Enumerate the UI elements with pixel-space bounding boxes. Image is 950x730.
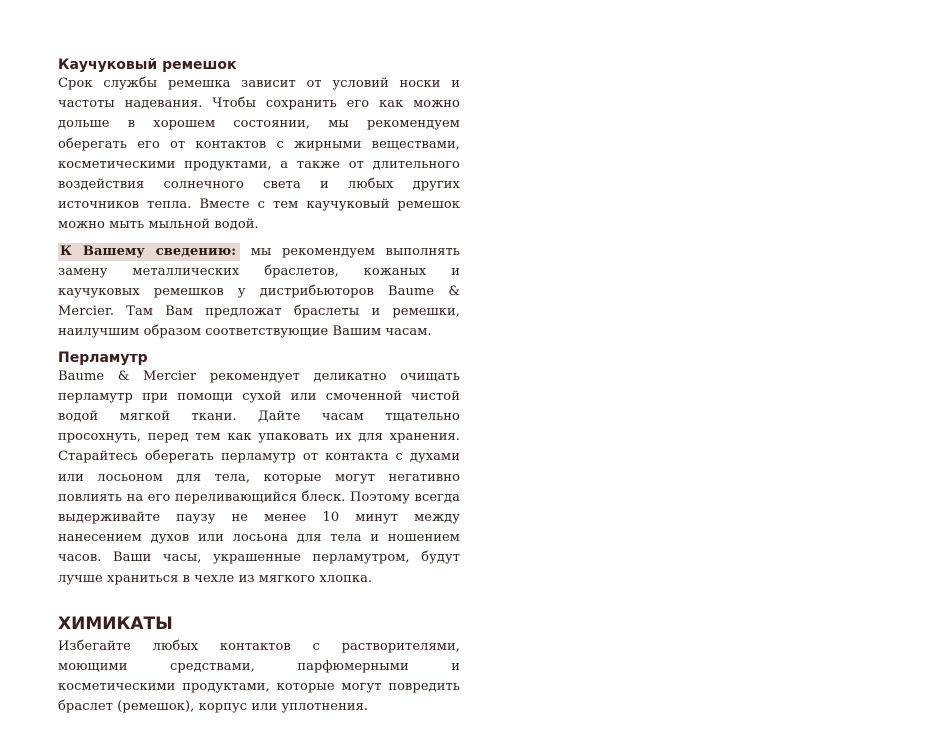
note-paragraph <box>58 242 460 343</box>
mother-of-pearl-paragraph: Baume & Mercier рекомендует деликатно очищать перламутр при помощи сухой или смоченной чистой водой мягкой ткани. Дайте часам тщательно просохнуть, перед тем как упаковать их для хранения. Старайтесь оберегать перламутр от контакта с духами или лосьоном для тела, которые могут негативно повлиять на его переливающийся блеск. Поэтому всегда выдерживайте паузу не менее 10 минут между нанесением духов или лосьона для тела и ношением часов. Ваши часы, украшенные перламутром, будут лучше храниться в чехле из мягкого хлопка. <box>58 368 460 586</box>
text-column <box>58 56 460 718</box>
note-label: К Вашему сведению: <box>58 243 240 261</box>
chemicals-paragraph: Избегайте любых контактов с растворителями, моющими средствами, парфюмерными и косметическими продуктами, которые могут повредить браслет (ремешок), корпус или уплотнения. <box>58 638 460 715</box>
mother-of-pearl-heading: Перламутр <box>58 349 148 366</box>
chemicals-heading: ХИМИКАТЫ <box>58 613 173 634</box>
note-text: мы рекомендуем выполнять замену металлических браслетов, кожаных и каучуковых ремешков у дистрибьюторов Baume & Mercier. Там Вам предложат браслеты и ремешки, наилучшим образом соответствующие Вашим часам. <box>58 243 460 340</box>
rubber-strap-paragraph: Срок службы ремешка зависит от условий носки и частоты надевания. Чтобы сохранить его как можно дольше в хорошем состоянии, мы рекомендуем оберегать его от контактов с жирными веществами, косметическими продуктами, а также от длительного воздействия солнечного света и любых других источников тепла. Вместе с тем каучуковый ремешок можно мыть мыльной водой. <box>58 76 460 233</box>
rubber-strap-heading: Каучуковый ремешок <box>58 57 237 73</box>
